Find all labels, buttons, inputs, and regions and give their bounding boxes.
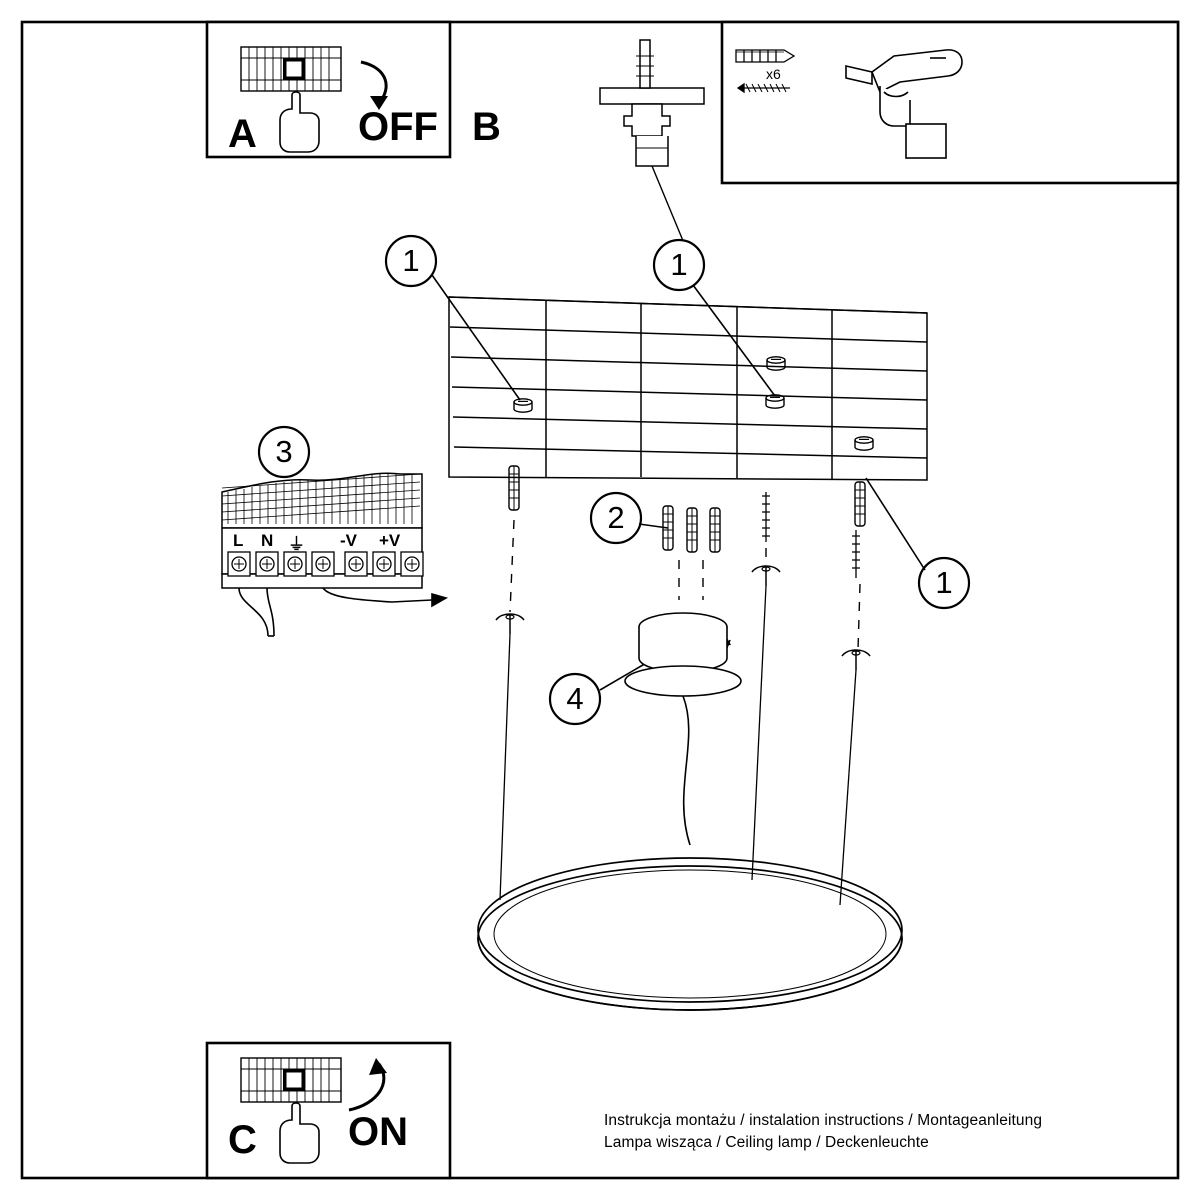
terminal-label-l: L xyxy=(233,531,244,550)
step-c-letter: C xyxy=(228,1118,257,1162)
footer-line-1: Instrukcja montażu / instalation instructions / Montageanleitung xyxy=(604,1112,1043,1129)
step-a-letter: A xyxy=(228,112,257,156)
terminal-label-minus-v: -V xyxy=(340,531,357,550)
step-b-letter: B xyxy=(472,105,501,149)
callout-2: 2 xyxy=(607,500,625,535)
footer-line-2: Lampa wisząca / Ceiling lamp / Deckenleuchte xyxy=(604,1134,929,1151)
callout-1-left: 1 xyxy=(402,243,420,278)
dowel-quantity-label: x6 xyxy=(766,66,781,82)
callout-4: 4 xyxy=(566,681,584,716)
terminal-label-plus-v: +V xyxy=(379,531,401,550)
callout-3: 3 xyxy=(275,434,293,469)
callout-1-right: 1 xyxy=(935,565,953,600)
step-a-label: OFF xyxy=(358,105,438,149)
callout-1-top: 1 xyxy=(670,247,688,282)
terminal-label-earth: ⏚ xyxy=(288,535,305,554)
terminal-label-n: N xyxy=(261,531,274,550)
step-c-label: ON xyxy=(348,1110,408,1154)
